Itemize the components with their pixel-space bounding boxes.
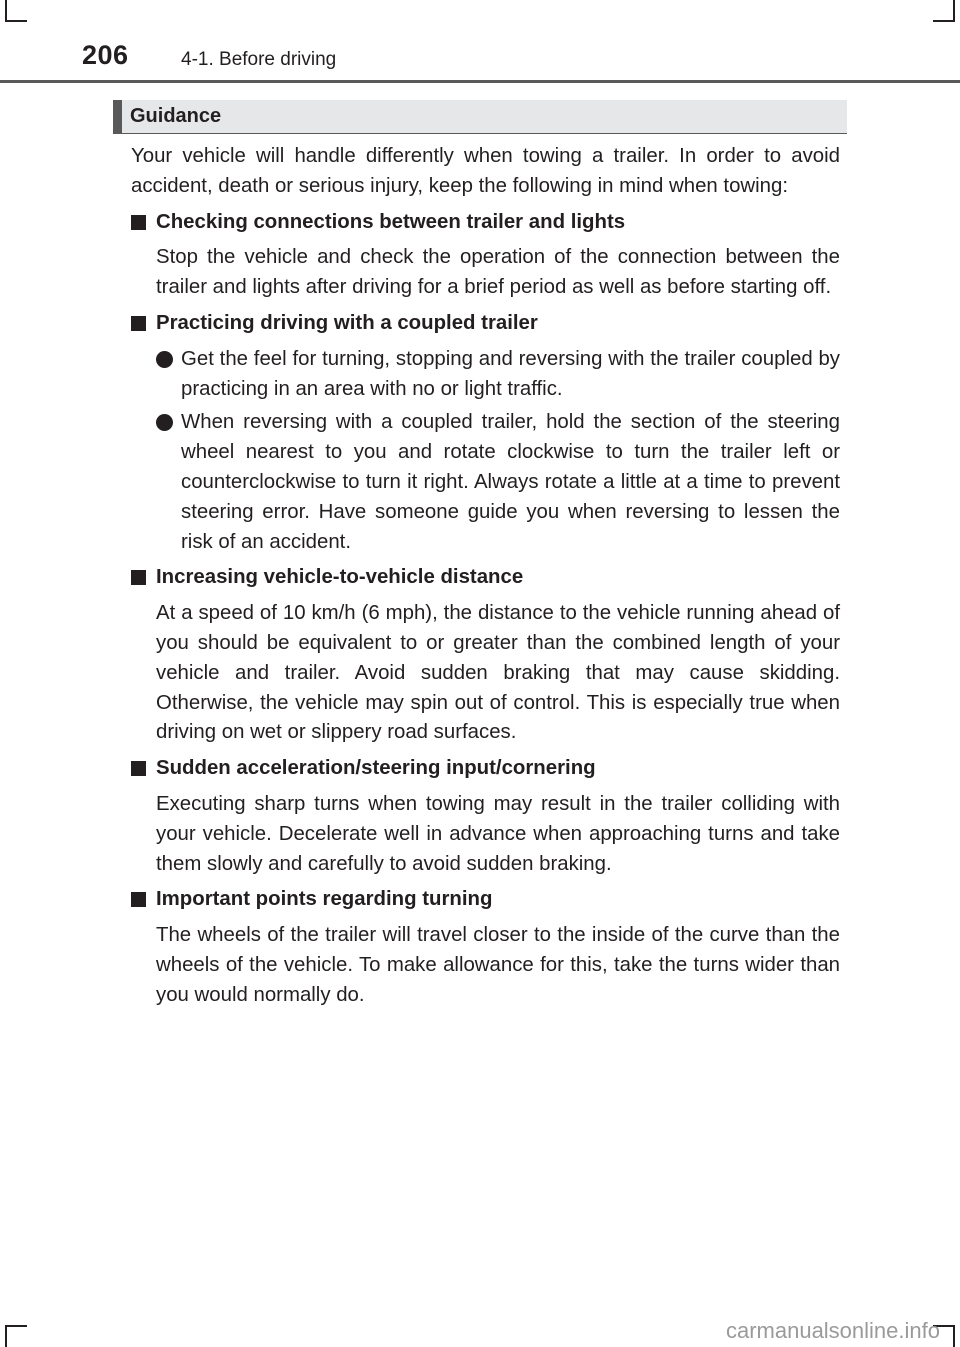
- section-turning: [131, 885, 840, 1010]
- square-bullet-icon: [131, 316, 146, 331]
- guidance-heading-bar: [113, 100, 847, 134]
- section-heading: [131, 208, 840, 238]
- bullet-text: When reversing with a coupled trailer, hold the section of the steering wheel nearest to you and rotate clockwise to turn the trailer left or counterclockwise to turn it right. Always rotate a little at a time to prevent steering error. Have someone guide you when reversing to lessen the risk of an accident.: [181, 411, 840, 553]
- section-title: Increasing vehicle-to-vehicle distance: [156, 566, 524, 589]
- section-title: Important points regarding turning: [156, 888, 493, 911]
- square-bullet-icon: [131, 215, 146, 230]
- section-body: Stop the vehicle and check the operation of the connection between the trailer and lights after driving for a brief period as well as before starting off.: [156, 246, 840, 299]
- section-body: At a speed of 10 km/h (6 mph), the distance to the vehicle running ahead of you should be equivalent to or greater than the combined length of your vehicle and trailer. Avoid sudden braking that may cause skidding. Otherwise, the vehicle may spin out of control. This is especially true when driving on wet or slippery road surfaces.: [156, 602, 840, 744]
- section-label: 4-1. Before driving: [181, 49, 337, 70]
- list-item: [131, 345, 840, 405]
- crop-mark: [5, 1325, 27, 1327]
- heading-accent: [113, 100, 122, 133]
- section-heading: [131, 754, 840, 784]
- section-acceleration: [131, 754, 840, 879]
- crop-mark: [5, 1325, 7, 1347]
- section-title: Practicing driving with a coupled trailer: [156, 311, 538, 334]
- guidance-content: [131, 142, 840, 1017]
- intro-paragraph: Your vehicle will handle differently when towing a trailer. In order to avoid accident, death or serious injury, keep the following in mind when towing:: [131, 145, 840, 197]
- section-distance: [131, 563, 840, 748]
- crop-mark: [953, 1325, 955, 1347]
- section-title: Sudden acceleration/steering input/cornering: [156, 757, 596, 780]
- section-title: Checking connections between trailer and lights: [156, 210, 626, 233]
- section-body: Executing sharp turns when towing may result in the trailer colliding with your vehicle. Decelerate well in advance when approaching turns and take them slowly and carefully to avoid sudden braking.: [156, 792, 840, 875]
- footer-watermark: carmanualsonline.info: [725, 1318, 940, 1343]
- page-number: 206: [82, 40, 129, 70]
- circle-bullet-icon: [156, 351, 173, 368]
- bullet-text: Get the feel for turning, stopping and reversing with the trailer coupled by practicing in an area with no or light traffic.: [181, 347, 840, 400]
- list-item: [131, 408, 840, 557]
- section-heading: [131, 309, 840, 339]
- square-bullet-icon: [131, 761, 146, 776]
- circle-bullet-icon: [156, 414, 173, 431]
- header-rule: [0, 80, 960, 83]
- section-heading: [131, 563, 840, 593]
- section-practicing: [131, 309, 840, 557]
- page-header: [0, 0, 960, 90]
- guidance-title: Guidance: [130, 105, 222, 127]
- section-body: The wheels of the trailer will travel closer to the inside of the curve than the wheels of the vehicle. To make allowance for this, take the turns wider than you would normally do.: [156, 924, 840, 1006]
- square-bullet-icon: [131, 570, 146, 585]
- square-bullet-icon: [131, 892, 146, 907]
- section-heading: [131, 885, 840, 915]
- section-connections: [131, 208, 840, 303]
